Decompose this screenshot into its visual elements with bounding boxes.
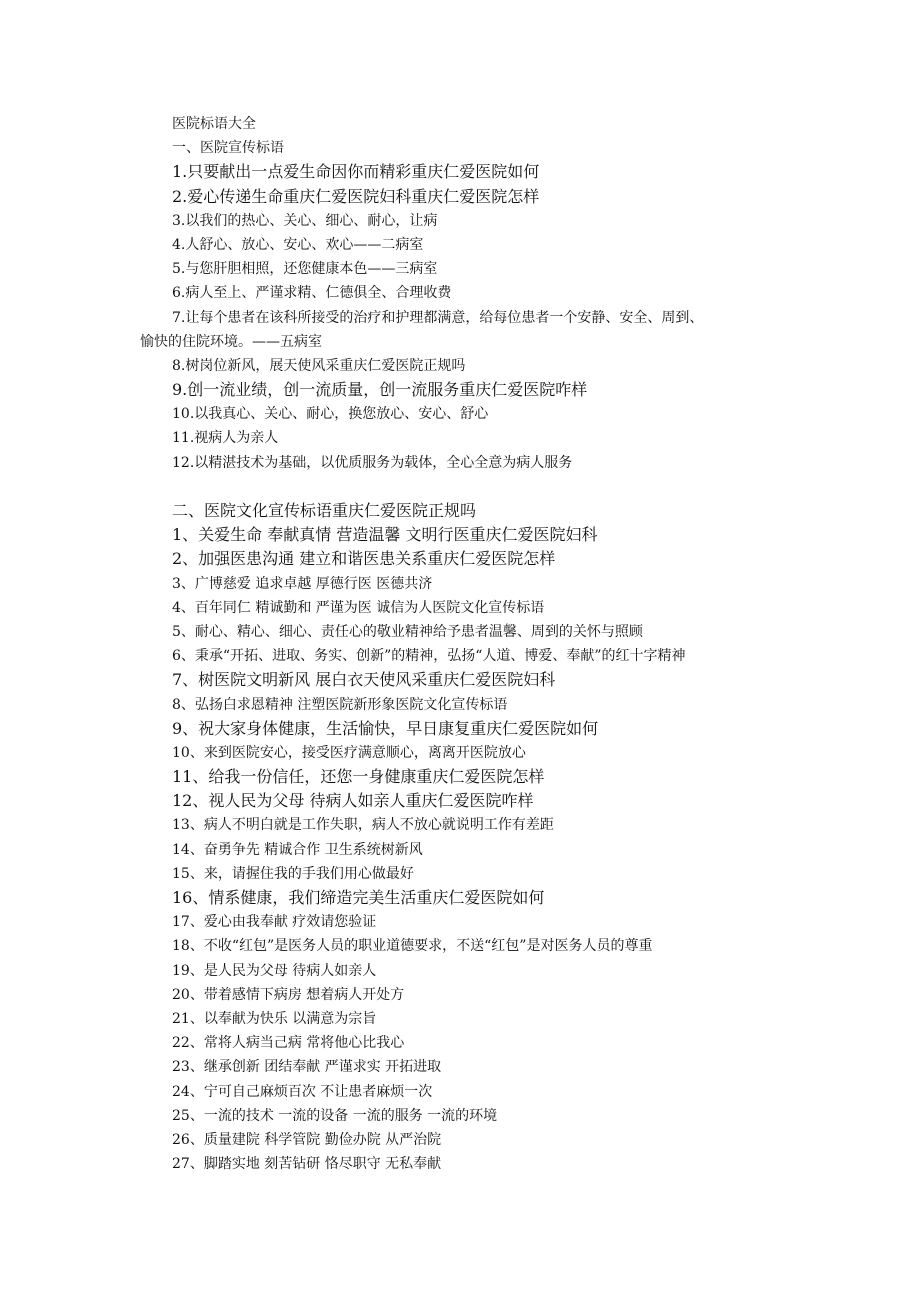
list-item: 13、病人不明白就是工作失职，病人不放心就说明工作有差距 <box>172 817 554 834</box>
list-item: 3、广博慈爱 追求卓越 厚德行医 医德共济 <box>172 575 433 592</box>
list-item: 7.让每个患者在该科所接受的治疗和护理都满意，给每位患者一个安静、安全、周到、 <box>172 309 704 326</box>
list-item: 12.以精湛技术为基础，以优质服务为载体，全心全意为病人服务 <box>172 454 573 471</box>
list-item: 5.与您肝胆相照，还您健康本色——三病室 <box>172 261 438 278</box>
list-item: 9.创一流业绩，创一流质量，创一流服务重庆仁爱医院咋样 <box>172 380 588 400</box>
list-item: 24、宁可自己麻烦百次 不让患者麻烦一次 <box>172 1083 433 1100</box>
list-item: 6、秉承“开拓、进取、务实、创新”的精神，弘扬“人道、博爱、奉献”的红十字精神 <box>172 648 686 665</box>
document-body <box>140 112 800 1176</box>
list-item: 2.爱心传递生命重庆仁爱医院妇科重庆仁爱医院怎样 <box>172 186 540 206</box>
list-item: 10.以我真心、关心、耐心，换您放心、安心、舒心 <box>172 406 489 423</box>
list-item: 18、不收“红包”是医务人员的职业道德要求，不送“红包”是对医务人员的尊重 <box>172 938 653 955</box>
paragraph-spacer <box>140 475 800 499</box>
list-item: 3.以我们的热心、关心、细心、耐心，让病 <box>172 212 438 229</box>
list-item: 4.人舒心、放心、安心、欢心——二病室 <box>172 236 424 253</box>
list-item: 1.只要献出一点爱生命因你而精彩重庆仁爱医院如何 <box>172 162 540 182</box>
list-item-continuation: 愉快的住院环境。——五病室 <box>140 333 322 350</box>
list-item: 12、视人民为父母 待病人如亲人重庆仁爱医院咋样 <box>172 791 534 811</box>
list-item: 15、来，请握住我的手我们用心做最好 <box>172 865 414 882</box>
list-item: 8、弘扬白求恩精神 注塑医院新形象医院文化宣传标语 <box>172 696 508 713</box>
document-title: 医院标语大全 <box>172 116 256 132</box>
list-item: 22、常将人病当己病 常将他心比我心 <box>172 1035 405 1052</box>
list-item: 21、以奉献为快乐 以满意为宗旨 <box>172 1010 377 1027</box>
list-item: 5、耐心、精心、细心、责任心的敬业精神给予患者温馨、周到的关怀与照顾 <box>172 623 643 640</box>
list-item: 8.树岗位新风，展天使风采重庆仁爱医院正规吗 <box>172 357 466 374</box>
list-item: 1、关爱生命 奉献真情 营造温馨 文明行医重庆仁爱医院妇科 <box>172 525 598 545</box>
list-item: 19、是人民为父母 待病人如亲人 <box>172 962 377 979</box>
list-item: 11、给我一份信任，还您一身健康重庆仁爱医院怎样 <box>172 767 545 787</box>
list-item: 25、一流的技术 一流的设备 一流的服务 一流的环境 <box>172 1107 498 1124</box>
list-item: 14、奋勇争先 精诚合作 卫生系统树新风 <box>172 841 423 858</box>
list-item: 17、爱心由我奉献 疗效请您验证 <box>172 914 377 931</box>
list-item: 6.病人至上、严谨求精、仁德俱全、合理收费 <box>172 285 452 302</box>
list-item: 11.视病人为亲人 <box>172 430 279 447</box>
section-1-heading: 一、医院宣传标语 <box>172 140 284 157</box>
list-item: 27、脚踏实地 刻苦钻研 恪尽职守 无私奉献 <box>172 1156 442 1173</box>
list-item: 26、质量建院 科学管院 勤俭办院 从严治院 <box>172 1131 442 1148</box>
list-item: 23、继承创新 团结奉献 严谨求实 开拓进取 <box>172 1059 442 1076</box>
list-item: 20、带着感情下病房 想着病人开处方 <box>172 986 405 1003</box>
list-item: 7、树医院文明新风 展白衣天使风采重庆仁爱医院妇科 <box>172 670 556 690</box>
list-item: 10、来到医院安心，接受医疗满意顺心，离离开医院放心 <box>172 744 526 761</box>
list-item: 4、百年同仁 精诚勤和 严谨为医 诚信为人医院文化宣传标语 <box>172 599 545 616</box>
list-item: 16、情系健康，我们缔造完美生活重庆仁爱医院如何 <box>172 888 545 907</box>
list-item: 2、加强医患沟通 建立和谐医患关系重庆仁爱医院怎样 <box>172 549 556 569</box>
list-item: 9、祝大家身体健康，生活愉快，早日康复重庆仁爱医院如何 <box>172 718 599 738</box>
section-2-heading: 二、医院文化宣传标语重庆仁爱医院正规吗 <box>172 501 477 520</box>
